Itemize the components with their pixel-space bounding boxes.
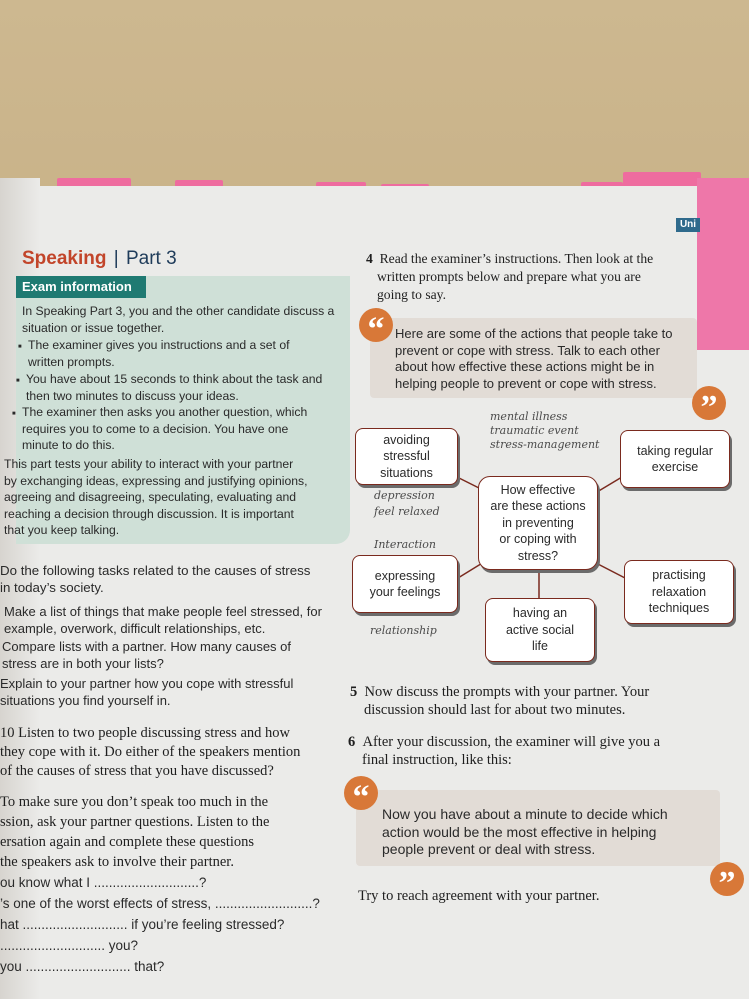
text-line: agreeing and disagreeing, speculating, evaluating and <box>4 490 297 504</box>
mindmap-center <box>478 476 598 570</box>
text-line: After your discussion, the examiner will give you a <box>362 734 661 750</box>
handwritten-notes <box>490 410 599 452</box>
unit-tab: Uni <box>676 218 700 232</box>
text-line: Now you have about a minute to decide which <box>382 806 668 822</box>
text-line: minute to do this. <box>22 438 115 452</box>
text-line: ssion, ask your partner questions. Listen to the <box>0 814 270 830</box>
text-line: exercise <box>651 460 699 474</box>
text-line: Now discuss the prompts with your partner. Your <box>364 684 650 700</box>
text-line: having an <box>512 606 568 621</box>
text-line: they cope with it. Do either of the speakers mention <box>0 744 301 760</box>
text-line: ■ The examiner gives you instructions and a set of <box>28 338 290 352</box>
handwritten-note: traumatic event <box>490 424 579 437</box>
task-number: 4 <box>366 251 373 266</box>
examiner-final-instruction <box>382 806 668 859</box>
handwritten-note: feel relaxed <box>374 505 440 518</box>
text-line: In Speaking Part 3, you and the other candidate discuss a <box>22 304 335 318</box>
exam-info-heading: Exam information <box>16 276 146 298</box>
prompt-relaxation <box>624 560 734 624</box>
text-line: This part tests your ability to interact with your partner <box>4 457 294 471</box>
prompt-feelings <box>352 555 458 613</box>
text-line: about how effective these actions might be in <box>395 359 655 374</box>
text-line: practising <box>652 568 706 583</box>
open-quote-icon: “ <box>344 776 378 810</box>
text-line: prevent or cope with stress. Talk to each other <box>395 342 660 358</box>
text-line: then two minutes to discuss your ideas. <box>26 388 239 403</box>
text-line: To make sure you don’t speak too much in the <box>0 794 269 810</box>
text-line: stress are in both your lists? <box>2 656 164 671</box>
text-line: the speakers ask to involve their partner. <box>0 854 234 870</box>
text-line: 10 Listen to two people discussing stress and how <box>0 725 290 741</box>
task-number: 5 <box>350 684 358 700</box>
text-line: relaxation <box>651 584 707 599</box>
title-separator: | <box>113 248 119 269</box>
text-line: techniques <box>648 601 710 616</box>
gap-line: ou know what I ............................? <box>0 875 207 890</box>
text-line: your feelings <box>369 585 441 599</box>
task-5 <box>350 683 649 719</box>
gap-line: ............................ you? <box>0 938 139 953</box>
text-line: stressful <box>383 449 430 464</box>
text-line: situation or issue together. <box>22 320 165 335</box>
text-line: expressing <box>374 568 436 583</box>
text-line: discussion should last for about two minutes. <box>364 702 626 718</box>
text-line: action would be the most effective in helping <box>382 823 657 840</box>
text-line: situations you find yourself in. <box>0 693 171 708</box>
text-line: Make a list of things that make people feel stressed, for <box>4 604 322 619</box>
text-line: active social <box>505 622 575 637</box>
close-quote-icon: ” <box>692 386 726 420</box>
text-line: How effective <box>500 482 576 497</box>
text-line: people prevent or deal with stress. <box>382 841 596 857</box>
text-line: requires you to come to a decision. You have one <box>22 421 289 436</box>
text-line: Explain to your partner how you cope with stressful <box>0 676 294 691</box>
close-quote-icon: ” <box>710 862 744 896</box>
text-line: are these actions <box>490 499 586 514</box>
text-line: reaching a decision through discussion. It is important <box>4 506 294 521</box>
text-line: final instruction, like this: <box>362 752 512 768</box>
title-part: Part 3 <box>125 248 177 269</box>
text-line: ■ You have about 15 seconds to think about the task and <box>26 372 323 386</box>
text-line: avoiding <box>383 432 430 447</box>
prompt-avoiding <box>355 428 458 485</box>
gap-line: ’s one of the worst effects of stress, ..........................? <box>0 896 320 911</box>
handwritten-note: depression <box>374 489 435 502</box>
text-line: ersation again and complete these questions <box>0 834 255 850</box>
prompt-exercise <box>620 430 730 488</box>
text-line: written prompts below and prepare what you are <box>377 269 641 284</box>
gap-line: you ............................ that? <box>0 959 165 974</box>
handwritten-note: mental illness <box>490 410 568 423</box>
text-line: Here are some of the actions that people take to <box>395 326 673 341</box>
text-line: or coping with <box>499 532 577 547</box>
title-word: Speaking <box>22 248 107 269</box>
text-line: Do the following tasks related to the causes of stress <box>0 563 311 578</box>
text-line: stress? <box>517 548 559 563</box>
handwritten-note: Interaction <box>374 538 436 551</box>
text-line: that you keep talking. <box>4 523 120 537</box>
task-number: 6 <box>348 734 356 750</box>
text-line: taking regular <box>637 443 713 458</box>
prompt-social <box>485 598 595 662</box>
text-line: example, overwork, difficult relationships, etc. <box>4 621 266 636</box>
text-line: helping people to prevent or cope with stress. <box>395 375 657 391</box>
text-line: in preventing <box>502 515 574 530</box>
text-line: written prompts. <box>28 354 115 369</box>
task-6 <box>348 733 660 769</box>
open-quote-icon: “ <box>359 308 393 342</box>
gap-line: hat ............................ if you’re feeling stressed? <box>0 917 285 932</box>
text-line: situations <box>380 465 433 480</box>
handwritten-notes <box>374 488 440 520</box>
text-line: in today’s society. <box>0 580 104 595</box>
handwritten-note: relationship <box>370 624 437 637</box>
handwritten-note: stress-management <box>490 438 600 451</box>
text-line: by exchanging ideas, expressing and justifying opinions, <box>4 473 308 488</box>
text-line: going to say. <box>377 287 446 302</box>
text-line: of the causes of stress that you have discussed? <box>0 763 274 779</box>
text-line: Read the examiner’s instructions. Then look at the <box>379 251 654 266</box>
text-line: ■ The examiner then asks you another question, which <box>22 405 308 419</box>
text-line: Compare lists with a partner. How many causes of <box>2 639 292 654</box>
final-instruction: Try to reach agreement with your partner. <box>358 888 600 904</box>
text-line: life <box>532 639 548 654</box>
